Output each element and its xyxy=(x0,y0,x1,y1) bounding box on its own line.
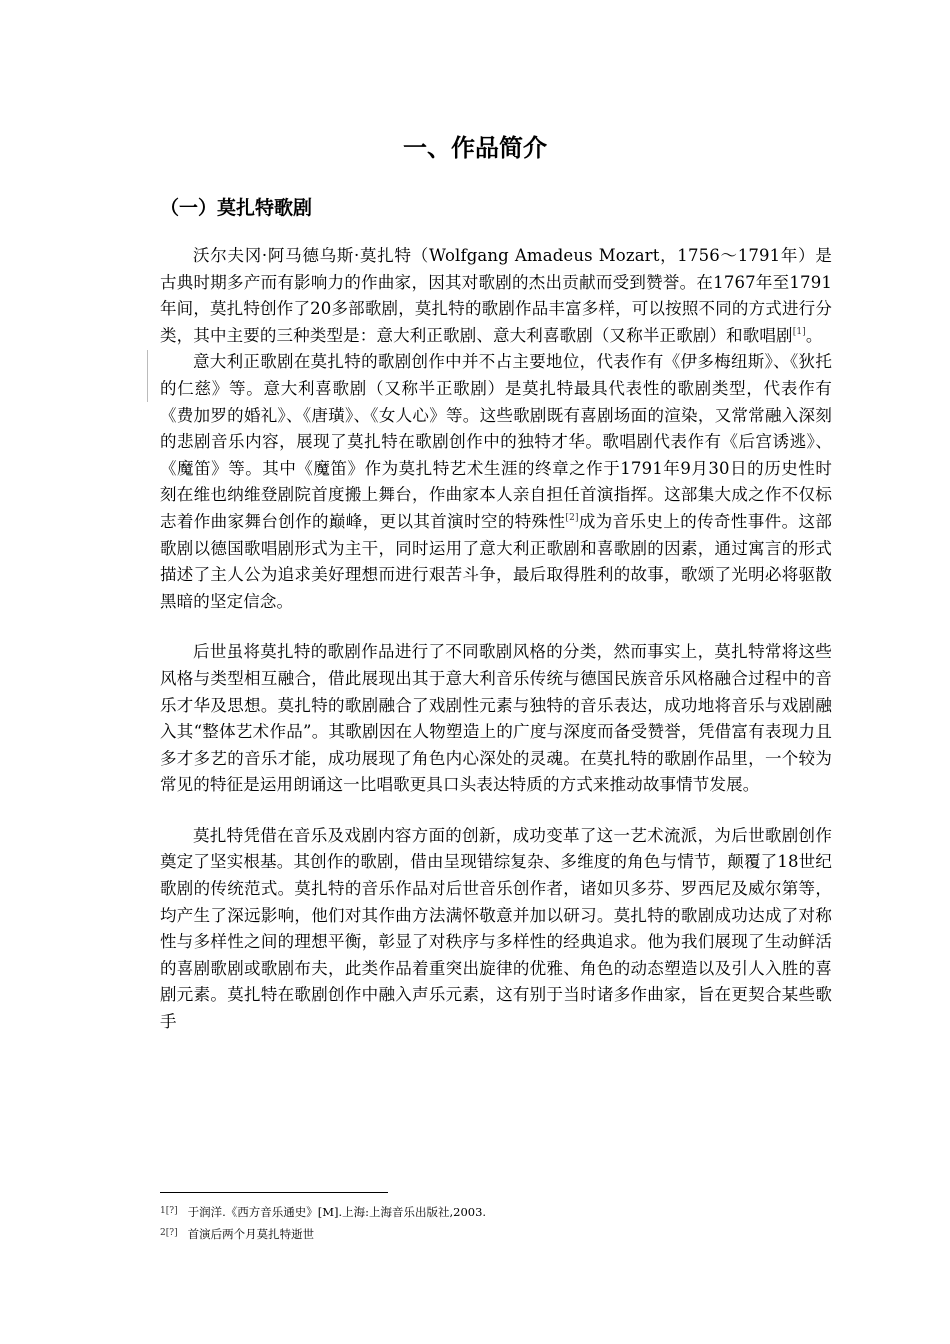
paragraph-text: 后世虽将莫扎特的歌剧作品进行了不同歌剧风格的分类，然而事实上，莫扎特常将这些风格与类型相互融合，借此展现出其于意大利音乐传统与德国民族音乐风格融合过程中的音乐才华及思想。莫扎特的歌剧融合了戏剧性元素与独特的音乐表达，成功地将音乐与戏剧融入其“整体艺术作品”。其歌剧因在人物塑造上的广度与深度而备受赞誉，凭借富有表现力且多才多艺的音乐才能，成功展现了角色内心深处的灵魂。在莫扎特的歌剧作品里，一个较为常见的特征是运用朗诵这一比唱歌更具口头表达特质的方式来推动故事情节发展。 xyxy=(160,642,832,795)
footnote-mark: 2[?] xyxy=(160,1228,178,1238)
footnote-1 xyxy=(160,1201,820,1223)
paragraph-2 xyxy=(160,349,832,615)
body-text xyxy=(160,243,832,1036)
paragraph-4 xyxy=(160,823,832,1036)
footnote-ref-2[interactable]: [2] xyxy=(565,512,579,523)
footnote-mark: 1[?] xyxy=(160,1206,178,1216)
footnote-separator xyxy=(160,1192,388,1193)
paragraph-1 xyxy=(160,243,832,349)
paragraph-text: 成为音乐史上的传奇性事件。这部歌剧以德国歌唱剧形式为主干，同时运用了意大利正歌剧和喜歌剧的因素，通过寓言的形式描述了主人公为追求美好理想而进行艰苦斗争，最后取得胜利的故事，歌颂了光明必将驱散黑暗的坚定信念。 xyxy=(160,511,833,611)
footnote-ref-1[interactable]: [1] xyxy=(792,326,806,337)
paragraph-text: 。 xyxy=(805,325,823,345)
paragraph-3 xyxy=(160,639,832,799)
section-title: （一）莫扎特歌剧 xyxy=(160,197,313,219)
margin-change-bar xyxy=(147,350,148,402)
footnote-text: 于润洋.《西方音乐通史》[M].上海:上海音乐出版社,2003. xyxy=(187,1205,487,1219)
chapter-title: 一、作品简介 xyxy=(403,134,547,162)
footnotes xyxy=(160,1201,820,1245)
footnote-text: 首演后两个月莫扎特逝世 xyxy=(187,1227,315,1241)
paragraph-text: 沃尔夫冈·阿马德乌斯·莫扎特（Wolfgang Amadeus Mozart，1756～1791年）是古典时期多产而有影响力的作曲家，因其对歌剧的杰出贡献而受到赞誉。在1767年至1791年间，莫扎特创作了20多部歌剧，莫扎特的歌剧作品丰富多样，可以按照不同的方式进行分类，其中主要的三种类型是：意大利正歌剧、意大利喜歌剧（又称半正歌剧）和歌唱剧 xyxy=(160,246,832,345)
footnote-2 xyxy=(160,1223,820,1245)
paragraph-text: 莫扎特凭借在音乐及戏剧内容方面的创新，成功变革了这一艺术流派，为后世歌剧创作奠定了坚实根基。其创作的歌剧，借由呈现错综复杂、多维度的角色与情节，颠覆了18世纪歌剧的传统范式。莫扎特的音乐作品对后世音乐创作者，诸如贝多芬、罗西尼及威尔第等，均产生了深远影响，他们对其作曲方法满怀敬意并加以研习。莫扎特的歌剧成功达成了对称性与多样性之间的理想平衡，彰显了对秩序与多样性的经典追求。他为我们展现了生动鲜活的喜剧歌剧或歌剧布夫，此类作品着重突出旋律的优雅、角色的动态塑造以及引人入胜的喜剧元素。莫扎特在歌剧创作中融入声乐元素，这有别于当时诸多作曲家，旨在更契合某些歌手 xyxy=(160,825,832,1032)
paragraph-text: 意大利正歌剧在莫扎特的歌剧创作中并不占主要地位，代表作有《伊多梅纽斯》、《狄托的仁慈》等。意大利喜歌剧（又称半正歌剧）是莫扎特最具代表性的歌剧类型，代表作有《费加罗的婚礼》、《唐璜》、《女人心》等。这些歌剧既有喜剧场面的渲染，又常常融入深刻的悲剧音乐内容，展现了莫扎特在歌剧创作中的独特才华。歌唱剧代表作有《后宫诱逃》、《魔笛》等。其中《魔笛》作为莫扎特艺术生涯的终章之作于1791年9月30日的历史性时刻在维也纳维登剧院首度搬上舞台，作曲家本人亲自担任首演指挥。这部集大成之作不仅标志着作曲家舞台创作的巅峰，更以其首演时空的特殊性 xyxy=(160,352,832,531)
